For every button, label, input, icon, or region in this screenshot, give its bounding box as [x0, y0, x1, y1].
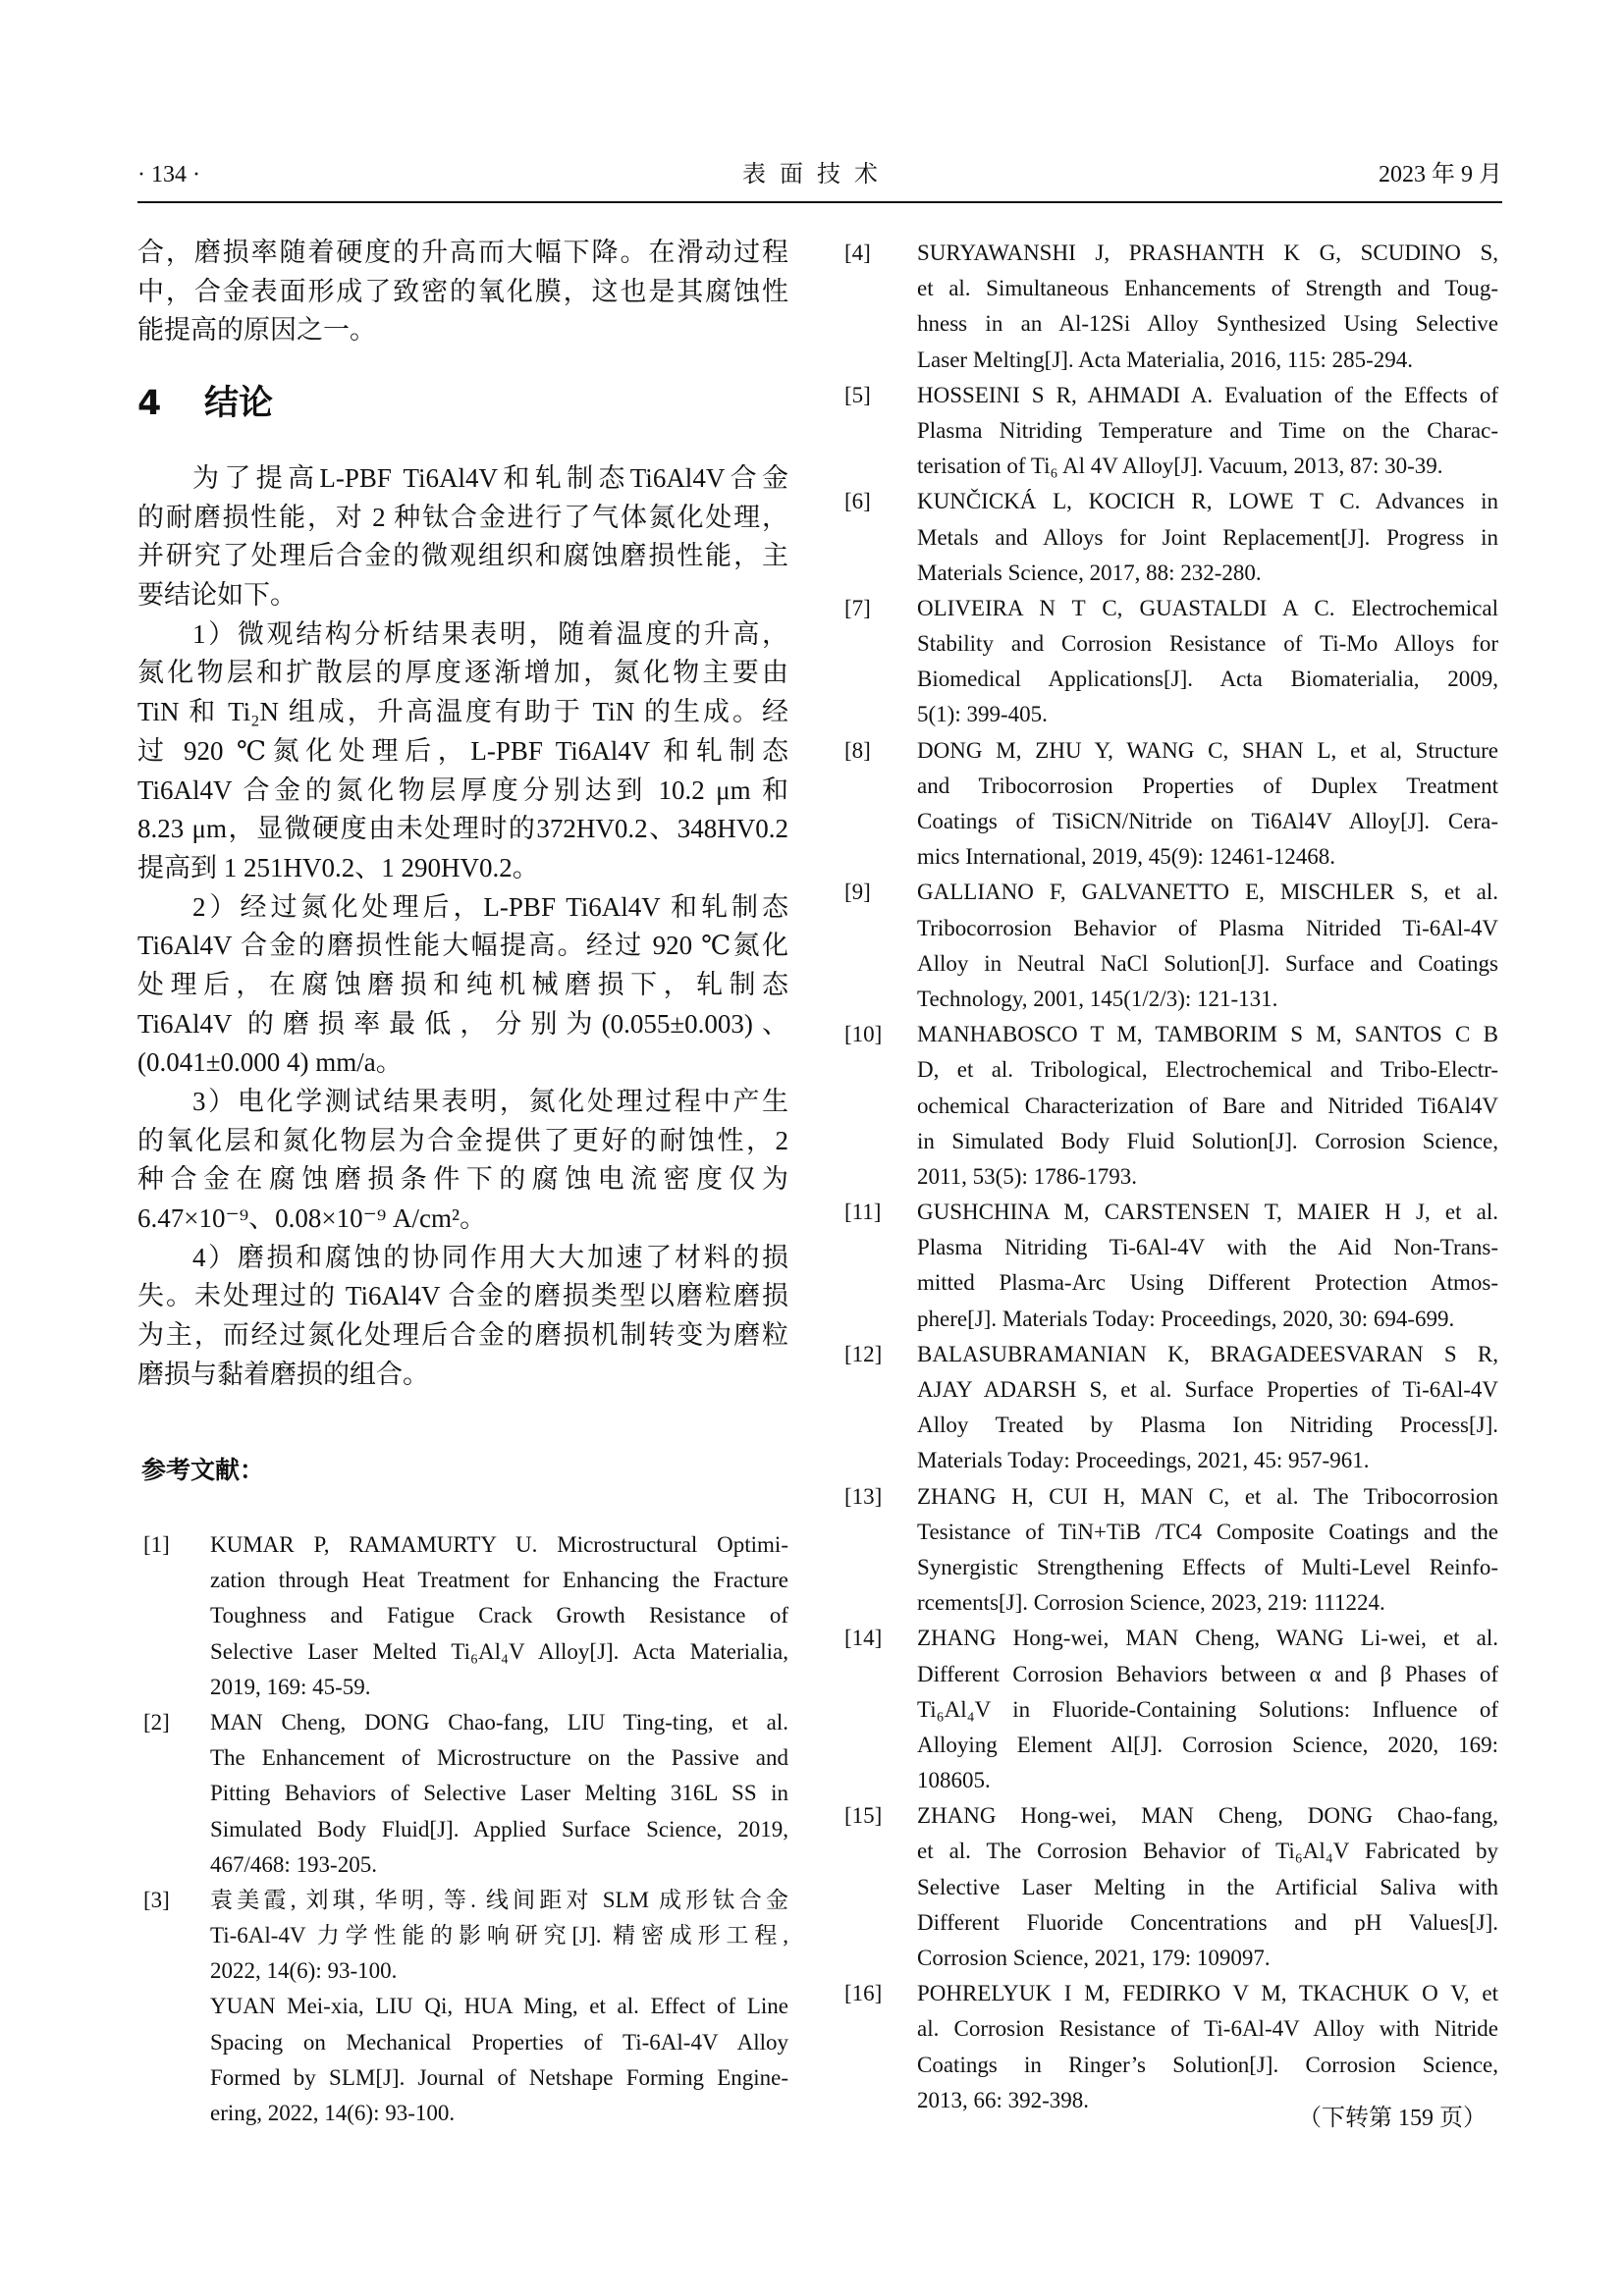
reference-item: [844, 1017, 1498, 1195]
header-rule: [137, 201, 1502, 203]
references-title: 参考文献：: [141, 1456, 265, 1484]
text-line: POHRELYUK I M, FEDIRKO V M, TKACHUK O V, et: [917, 1981, 1498, 2006]
text-line: (0.041±0.000 4) mm/a。: [137, 1047, 403, 1078]
page-number: · 134 ·: [137, 162, 200, 187]
text-line: Tesistance of TiN+TiB /TC4 Composite Coatings and the: [917, 1519, 1498, 1544]
text-line: Toughness and Fatigue Crack Growth Resistance of: [210, 1603, 788, 1629]
reference-text: [917, 1976, 1498, 2118]
reference-text: [917, 1195, 1498, 1337]
text-line: KUNČICKÁ L, KOCICH R, LOWE T C. Advances in: [917, 489, 1498, 514]
text-line: TiN 和 Ti₂N 组成，升高温度有助于 TiN 的生成。经: [137, 697, 788, 727]
section-title: 结论: [204, 384, 274, 423]
text-line: 3）电化学测试结果表明，氮化处理过程中产生: [192, 1087, 788, 1116]
reference-item: [137, 1527, 788, 1705]
text-line: Ti₆Al₄V in Fluoride-Containing Solutions: Influence of: [917, 1696, 1498, 1722]
text-line: Spacing on Mechanical Properties of Ti-6Al-4V Alloy: [210, 2029, 788, 2055]
text-line: Tribocorrosion Behavior of Plasma Nitrided Ti-6Al-4V: [917, 915, 1498, 940]
text-line: et al. Simultaneous Enhancements of Strength and Toug-: [917, 276, 1498, 301]
text-line: 2019, 169: 45-59.: [210, 1674, 371, 1699]
reference-text: [210, 1705, 788, 1883]
text-line: and Tribocorrosion Properties of Duplex Treatment: [917, 773, 1498, 798]
continued-on-page-note: （下转第 159 页）: [1298, 2106, 1487, 2131]
text-line: Synergistic Strengthening Effects of Multi-Level Reinfo-: [917, 1554, 1498, 1579]
text-line: ZHANG Hong-wei, MAN Cheng, WANG Li-wei, et al.: [917, 1626, 1498, 1651]
text-line: Coatings of TiSiCN/Nitride on Ti6Al4V Alloy[J]. Cera-: [917, 809, 1498, 833]
reference-item: [844, 378, 1498, 485]
reference-text: [210, 1527, 788, 1705]
text-line: 袁美霞, 刘琪, 华明, 等. 线间距对 SLM 成形钛合金: [210, 1887, 788, 1912]
text-line: rcements[J]. Corrosion Science, 2023, 219: 111224.: [917, 1590, 1385, 1616]
text-line: 并研究了处理后合金的微观组织和腐蚀磨损性能，主: [137, 541, 788, 571]
references-left-column: [137, 1527, 788, 2131]
reference-text: [917, 733, 1498, 876]
issue-date: 2023 年 9 月: [1379, 162, 1502, 187]
text-line: al. Corrosion Resistance of Ti-6Al-4V Alloy with Nitride: [917, 2016, 1498, 2042]
text-line: The Enhancement of Microstructure on the Passive and: [210, 1745, 788, 1771]
reference-number: [9]: [844, 880, 871, 905]
text-line: Technology, 2001, 145(1/2/3): 121-131.: [917, 986, 1278, 1011]
reference-number: [10]: [844, 1022, 883, 1047]
text-line: 为主，而经过氮化处理后合金的磨损机制转变为磨粒: [137, 1320, 788, 1351]
text-line: YUAN Mei-xia, LIU Qi, HUA Ming, et al. Effect of Line: [210, 1994, 788, 2019]
text-line: Plasma Nitriding Ti-6Al-4V with the Aid Non-Trans-: [917, 1235, 1498, 1260]
text-line: Stability and Corrosion Resistance of Ti-Mo Alloys for: [917, 631, 1498, 657]
text-line: Metals and Alloys for Joint Replacement[J]. Progress in: [917, 524, 1498, 550]
reference-item: [137, 1705, 788, 1883]
text-line: 能提高的原因之一。: [137, 315, 376, 346]
text-line: 6.47×10⁻⁹、0.08×10⁻⁹ A/cm²。: [137, 1203, 487, 1234]
text-line: Corrosion Science, 2021, 179: 109097.: [917, 1946, 1271, 1970]
text-line: GALLIANO F, GALVANETTO E, MISCHLER S, et al.: [917, 880, 1498, 905]
reference-text: [917, 875, 1498, 1017]
text-line: Biomedical Applications[J]. Acta Biomaterialia, 2009,: [917, 667, 1498, 692]
reference-number: [13]: [844, 1483, 883, 1509]
text-line: 2011, 53(5): 1786-1793.: [917, 1163, 1138, 1189]
reference-text: [917, 1798, 1498, 1976]
reference-text: [917, 484, 1498, 591]
reference-number: [12]: [844, 1341, 883, 1366]
text-line: GUSHCHINA M, CARSTENSEN T, MAIER H J, et al.: [917, 1200, 1498, 1225]
text-line: in Simulated Body Fluid Solution[J]. Corrosion Science,: [917, 1128, 1498, 1153]
text-line: 过 920 ℃氮化处理后，L-PBF Ti6Al4V 和轧制态: [137, 735, 788, 766]
section-number: 4: [137, 384, 162, 423]
text-line: 合，磨损率随着硬度的升高而大幅下降。在滑动过程: [137, 238, 788, 267]
text-line: 2022, 14(6): 93-100.: [210, 1958, 398, 1984]
text-line: Materials Today: Proceedings, 2021, 45: 957-961.: [917, 1448, 1370, 1473]
reference-text: [917, 1479, 1498, 1622]
reference-item: [844, 875, 1498, 1017]
text-line: Coatings in Ringer’s Solution[J]. Corrosion Science,: [917, 2052, 1498, 2077]
reference-item: [137, 1883, 788, 2131]
text-line: 磨损与黏着磨损的组合。: [137, 1359, 429, 1389]
text-line: Selective Laser Melted Ti₆Al₄V Alloy[J]. Acta Materialia,: [210, 1638, 788, 1664]
text-line: 为了提高L-PBF Ti6Al4V和轧制态Ti6Al4V合金: [192, 463, 788, 493]
text-line: Simulated Body Fluid[J]. Applied Surface Science, 2019,: [210, 1816, 788, 1842]
reference-text: [917, 1337, 1498, 1479]
text-line: phere[J]. Materials Today: Proceedings, 2020, 30: 694-699.: [917, 1306, 1455, 1331]
text-line: Plasma Nitriding Temperature and Time on the Charac-: [917, 417, 1498, 443]
reference-item: [844, 1798, 1498, 1976]
text-line: 8.23 μm，显微硬度由未处理时的372HV0.2、348HV0.2: [137, 814, 788, 844]
text-line: Formed by SLM[J]. Journal of Netshape Forming Engine-: [210, 2064, 788, 2090]
text-line: 的耐磨损性能，对 2 种钛合金进行了气体氮化处理，: [137, 502, 788, 532]
text-line: ochemical Characterization of Bare and Nitrided Ti6Al4V: [917, 1093, 1498, 1118]
text-line: Selective Laser Melting in the Artificial Saliva with: [917, 1874, 1498, 1899]
text-line: BALASUBRAMANIAN K, BRAGADEESVARAN S R,: [917, 1341, 1498, 1366]
text-line: 提高到 1 251HV0.2、1 290HV0.2。: [137, 852, 539, 882]
reference-item: [844, 236, 1498, 378]
text-line: Ti6Al4V 合金的氮化物层厚度分别达到 10.2 μm 和: [137, 774, 788, 805]
reference-number: [3]: [143, 1887, 170, 1912]
reference-item: [844, 484, 1498, 591]
text-line: MAN Cheng, DONG Chao-fang, LIU Ting-ting, et al.: [210, 1709, 788, 1735]
text-line: Different Corrosion Behaviors between α and β Phases of: [917, 1661, 1498, 1686]
text-line: ZHANG Hong-wei, MAN Cheng, DONG Chao-fang,: [917, 1803, 1498, 1829]
text-line: OLIVEIRA N T C, GUASTALDI A C. Electrochemical: [917, 595, 1498, 620]
text-line: 氮化物层和扩散层的厚度逐渐增加，氮化物主要由: [137, 658, 788, 688]
paragraph: [137, 888, 788, 1083]
text-line: 5(1): 399-405.: [917, 702, 1048, 727]
text-line: 1）微观结构分析结果表明，随着温度的升高，: [192, 618, 788, 649]
reference-number: [1]: [143, 1532, 170, 1557]
reference-number: [8]: [844, 737, 871, 763]
text-line: Alloy in Neutral NaCl Solution[J]. Surface and Coatings: [917, 950, 1498, 976]
text-line: zation through Heat Treatment for Enhancing the Fracture: [210, 1568, 788, 1593]
reference-number: [11]: [844, 1200, 882, 1225]
text-line: mitted Plasma-Arc Using Different Protection Atmos-: [917, 1270, 1498, 1296]
paragraph: [137, 615, 788, 888]
text-line: Ti6Al4V 的磨损率最低，分别为(0.055±0.003)、: [137, 1008, 788, 1039]
references-right-column: [844, 236, 1498, 2118]
text-line: 中，合金表面形成了致密的氧化膜，这也是其腐蚀性: [137, 276, 788, 306]
reference-item: [844, 733, 1498, 876]
text-line: Different Fluoride Concentrations and pH Values[J].: [917, 1909, 1498, 1935]
text-line: ering, 2022, 14(6): 93-100.: [210, 2101, 456, 2125]
text-line: Alloy Treated by Plasma Ion Nitriding Process[J].: [917, 1413, 1498, 1438]
text-line: 要结论如下。: [137, 580, 297, 611]
text-line: D, et al. Tribological, Electrochemical and Tribo-Electr-: [917, 1057, 1498, 1083]
text-line: Materials Science, 2017, 88: 232-280.: [917, 560, 1262, 585]
reference-number: [5]: [844, 382, 871, 407]
text-line: 种合金在腐蚀磨损条件下的腐蚀电流密度仅为: [137, 1164, 788, 1195]
reference-item: [844, 591, 1498, 733]
text-line: 4）磨损和腐蚀的协同作用大大加速了材料的损: [192, 1242, 788, 1272]
reference-text: [917, 236, 1498, 378]
reference-number: [2]: [143, 1709, 170, 1735]
reference-number: [14]: [844, 1626, 883, 1651]
continued-paragraph: [137, 234, 788, 350]
text-line: 108605.: [917, 1768, 991, 1793]
reference-item: [844, 1195, 1498, 1337]
text-line: Pitting Behaviors of Selective Laser Melting 316L SS in: [210, 1781, 788, 1806]
text-line: Laser Melting[J]. Acta Materialia, 2016, 115: 285-294.: [917, 347, 1414, 372]
reference-item: [844, 1976, 1498, 2118]
reference-number: [15]: [844, 1803, 883, 1829]
reference-item: [844, 1621, 1498, 1798]
reference-number: [4]: [844, 240, 871, 265]
text-line: MANHABOSCO T M, TAMBORIM S M, SANTOS C B: [917, 1022, 1498, 1047]
text-line: AJAY ADARSH S, et al. Surface Properties of Ti-6Al-4V: [917, 1377, 1498, 1402]
text-line: Ti-6Al-4V 力学性能的影响研究[J]. 精密成形工程,: [210, 1923, 788, 1949]
text-line: 2）经过氮化处理后，L-PBF Ti6Al4V 和轧制态: [192, 891, 788, 922]
reference-text: [210, 1883, 788, 2131]
reference-text: [917, 1017, 1498, 1195]
text-line: DONG M, ZHU Y, WANG C, SHAN L, et al, Structure: [917, 737, 1498, 763]
reference-text: [917, 378, 1498, 485]
journal-title: 表面技术: [742, 162, 892, 187]
text-line: HOSSEINI S R, AHMADI A. Evaluation of the Effects of: [917, 382, 1498, 407]
text-line: et al. The Corrosion Behavior of Ti₆Al₄V Fabricated by: [917, 1839, 1498, 1864]
section-heading: [137, 381, 273, 426]
reference-text: [917, 591, 1498, 733]
text-line: ZHANG H, CUI H, MAN C, et al. The Tribocorrosion: [917, 1483, 1498, 1509]
reference-text: [917, 1621, 1498, 1798]
text-line: Ti6Al4V 合金的磨损性能大幅提高。经过 920 ℃氮化: [137, 931, 788, 961]
text-line: mics International, 2019, 45(9): 12461-12468.: [917, 844, 1336, 870]
text-line: 处理后，在腐蚀磨损和纯机械磨损下，轧制态: [137, 969, 788, 999]
paragraph: [137, 1083, 788, 1239]
text-line: Alloying Element Al[J]. Corrosion Science, 2020, 169:: [917, 1732, 1498, 1757]
text-line: hness in an Al-12Si Alloy Synthesized Using Selective: [917, 311, 1498, 337]
text-line: terisation of Ti₆ Al 4V Alloy[J]. Vacuum, 2013, 87: 30-39.: [917, 454, 1443, 479]
reference-item: [844, 1337, 1498, 1479]
conclusion-body: [137, 459, 788, 1395]
paragraph: [137, 459, 788, 615]
reference-number: [7]: [844, 595, 871, 620]
text-line: SURYAWANSHI J, PRASHANTH K G, SCUDINO S,: [917, 240, 1498, 265]
text-line: 467/468: 193-205.: [210, 1851, 377, 1877]
text-line: 的氧化层和氮化物层为合金提供了更好的耐蚀性，2: [137, 1125, 788, 1155]
text-line: KUMAR P, RAMAMURTY U. Microstructural Optimi-: [210, 1532, 788, 1557]
reference-item: [844, 1479, 1498, 1622]
text-line: 失。未处理过的 Ti6Al4V 合金的磨损类型以磨粒磨损: [137, 1281, 788, 1311]
reference-number: [16]: [844, 1981, 883, 2006]
paragraph: [137, 1239, 788, 1395]
reference-number: [6]: [844, 489, 871, 514]
text-line: 2013, 66: 392-398.: [917, 2087, 1090, 2112]
